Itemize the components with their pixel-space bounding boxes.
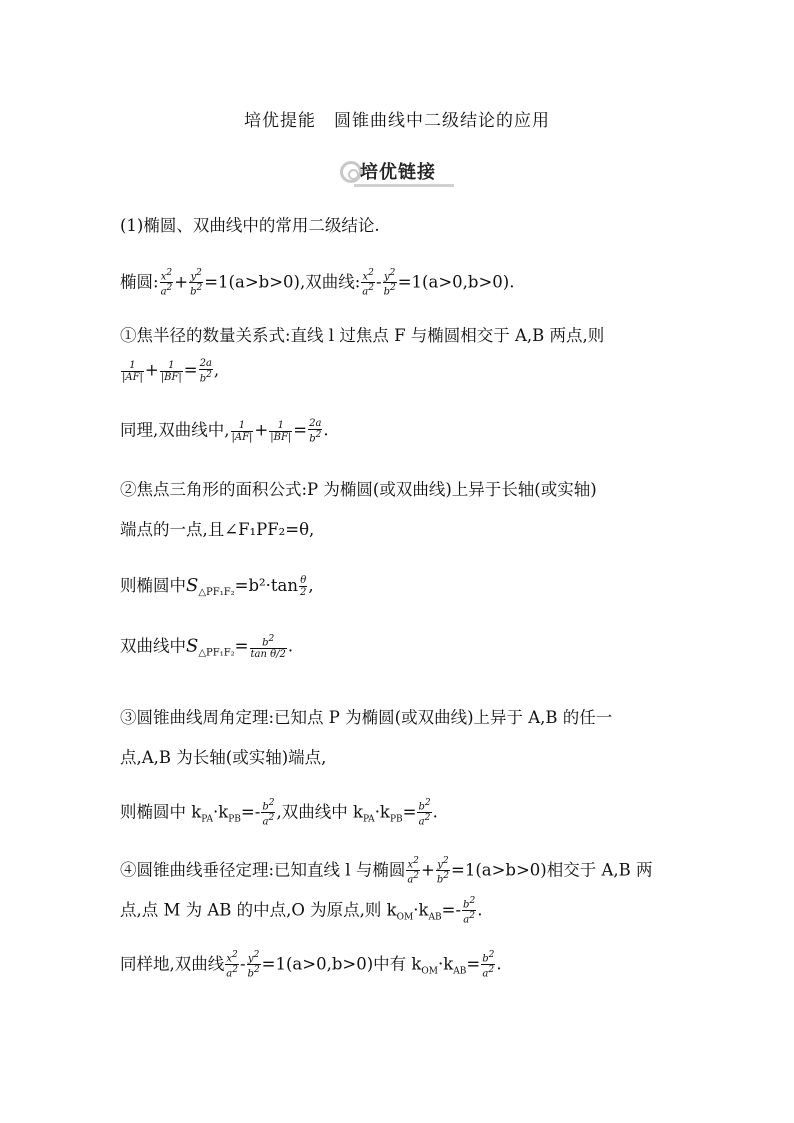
sub-om-h: OM	[421, 966, 438, 977]
paragraph-3-line-3: 同理,双曲线中, $\frac{1}{|AF|}$ + $\frac{1}{|BF|}$ = $\frac{2a}{b^2}$ .	[120, 418, 329, 445]
frac-y2-b2-h: $\frac{y^2}{b^2}$	[383, 268, 396, 298]
frac-y2-b2-e: $\frac{y^2}{b^2}$	[436, 856, 449, 886]
area-symbol-h: S	[186, 635, 199, 657]
frac-x2-a2-hh: $\frac{x^2}{a^2}$	[226, 950, 238, 980]
eq-h: =	[402, 802, 417, 822]
frac-2a-b2-h: $\frac{2a}{b^2}$	[309, 418, 322, 445]
chord-theorem-head: ④圆锥曲线垂径定理:已知直线 l 与椭圆	[120, 860, 406, 880]
sub-pa-h: PA	[362, 814, 375, 825]
section-badge	[340, 156, 456, 188]
paragraph-4-line-2: 端点的一点,且∠F₁PF₂=θ,	[120, 520, 315, 539]
frac-b2-a2-hh: $\frac{b^2}{a^2}$	[482, 950, 495, 980]
sub-ab: AB	[428, 912, 442, 923]
frac-1-bf: $\frac{1}{|BF|}$	[160, 359, 182, 383]
paragraph-3-line-2: $\frac{1}{|AF|}$ + $\frac{1}{|BF|}$ = $\frac{2a}{b^2}$ ,	[122, 358, 220, 385]
period: .	[477, 900, 483, 920]
badge-ring-icon	[340, 161, 362, 183]
ellipse-slope-label: 则椭圆中 k	[120, 802, 202, 822]
frac-y2-b2: $\frac{y^2}{b^2}$	[190, 268, 203, 298]
paragraph-5-line-3: 则椭圆中 $k_{PA}\cdot k_{PB}=-$ $\frac{b^2}{a^2}$ ,双曲线中 $k_{PA}\cdot k_{PB}=$ $\frac{b^2}{a^2}$ .	[120, 798, 438, 828]
hyper-area-label: 双曲线中	[120, 636, 186, 656]
paragraph-5-line-2: 点,A,B 为长轴(或实轴)端点,	[120, 748, 327, 767]
paragraph-3-line-1: ①焦半径的数量关系式:直线 l 过焦点 F 与椭圆相交于 A,B 两点,则	[120, 326, 605, 345]
dot: ·k	[413, 900, 429, 920]
frac-b2-a2-m: $\frac{b^2}{a^2}$	[463, 896, 476, 926]
eq: =	[441, 900, 456, 920]
paragraph-2: 椭圆: $\frac{x^2}{a^2}$ + $\frac{y^2}{b^2}$ =1(a>b>0),双曲线: $\frac{x^2}{a^2}$ - $\frac{y^2}{b^2}$ =1(a>0,b>0).	[120, 268, 515, 298]
sub-om: OM	[396, 912, 414, 923]
area-subscript: △PF₁F₂	[198, 587, 235, 598]
area-subscript-h: △PF₁F₂	[198, 647, 235, 659]
paragraph-4-line-3	[120, 574, 314, 605]
hyper-cond: =1(a>0,b>0).	[397, 272, 515, 292]
page-title: 培优提能 圆锥曲线中二级结论的应用	[244, 111, 550, 131]
eq: =	[240, 802, 255, 822]
midpoint-text: 点,点 M 为 AB 的中点,O 为原点,则 k	[120, 900, 397, 920]
period: .	[287, 636, 294, 656]
frac-x2-a2: $\frac{x^2}{a^2}$	[160, 268, 173, 298]
ellipse-cond: =1(a>b>0),双曲线:	[204, 272, 361, 292]
dot: ·k	[212, 802, 229, 822]
area-expr: =b²·tan	[234, 576, 299, 595]
paragraph-1: (1)椭圆、双曲线中的常用二级结论.	[120, 216, 380, 235]
period: .	[496, 954, 502, 974]
frac-1-af: $\frac{1}{|AF|}$	[122, 359, 143, 383]
period: .	[432, 802, 438, 822]
ellipse-label: 椭圆:	[120, 272, 159, 292]
frac-x2-a2-h: $\frac{x^2}{a^2}$	[362, 268, 374, 298]
dot-h: ·k	[438, 954, 454, 974]
paragraph-4-line-1: ②焦点三角形的面积公式:P 为椭圆(或双曲线)上异于长轴(或实轴)	[120, 480, 597, 499]
frac-1-bf-h: $\frac{1}{|BF|}$	[270, 419, 292, 443]
hyper-cond-text: =1(a>0,b>0)中有 k	[261, 954, 422, 974]
paragraph-6-line-2: 点,点 M 为 AB 的中点,O 为原点,则 $k_{OM}\cdot k_{AB}=-$ $\frac{b^2}{a^2}$ .	[120, 896, 483, 926]
paragraph-5-line-1: ③圆锥曲线周角定理:已知点 P 为椭圆(或双曲线)上异于 A,B 的任一	[120, 708, 613, 727]
sub-pb: PB	[228, 814, 241, 825]
paragraph-6-line-1: ④圆锥曲线垂径定理:已知直线 l 与椭圆 $\frac{x^2}{a^2}$ + $\frac{y^2}{b^2}$ =1(a>b>0)相交于 A,B 两	[120, 856, 653, 886]
frac-1-af-h: $\frac{1}{|AF|}$	[231, 419, 253, 443]
frac-2a-b2: $\frac{2a}{b^2}$	[199, 358, 212, 385]
sub-pb-h: PB	[389, 814, 403, 825]
badge-label: 培优链接	[360, 162, 436, 183]
paragraph-4-line-4: 双曲线中$S_{\triangle PF_1F_2}=$ $\frac{b^2}{\text{tan θ/2}}$ .	[120, 634, 294, 661]
frac-y2-b2-hh: $\frac{y^2}{b^2}$	[247, 950, 260, 980]
period: .	[323, 420, 329, 440]
badge-underline	[354, 184, 454, 187]
same-hyper-label: 同理,双曲线中,	[120, 420, 230, 440]
ellipse-area-label: 则椭圆中	[120, 576, 186, 595]
comma: ,	[213, 360, 220, 380]
similar-hyper-label: 同样地,双曲线	[120, 954, 225, 974]
frac-b2-a2-h: $\frac{b^2}{a^2}$	[418, 798, 431, 828]
frac-b2-tan: $\frac{b^2}{\text{tan θ/2}}$	[250, 634, 286, 661]
sub-ab-h: AB	[453, 966, 467, 977]
area-symbol: S	[186, 575, 199, 596]
hyper-slope-label: ,双曲线中 k	[276, 802, 363, 822]
frac-b2-a2: $\frac{b^2}{a^2}$	[262, 798, 275, 828]
frac-theta-2: $\frac{\theta}{2}$	[300, 575, 307, 598]
dot-h: ·k	[374, 802, 390, 822]
frac-x2-a2-e: $\frac{x^2}{a^2}$	[407, 856, 420, 886]
eq-h: =	[466, 954, 481, 974]
paragraph-6-line-3: 同样地,双曲线 $\frac{x^2}{a^2}$ - $\frac{y^2}{b^2}$ =1(a>0,b>0)中有 $k_{OM}\cdot k_{AB}=$ $\frac{b^2}{a^2}$ .	[120, 950, 502, 980]
chord-theorem-tail: =1(a>b>0)相交于 A,B 两	[451, 860, 653, 880]
comma: ,	[308, 576, 314, 595]
sub-pa: PA	[201, 814, 213, 825]
